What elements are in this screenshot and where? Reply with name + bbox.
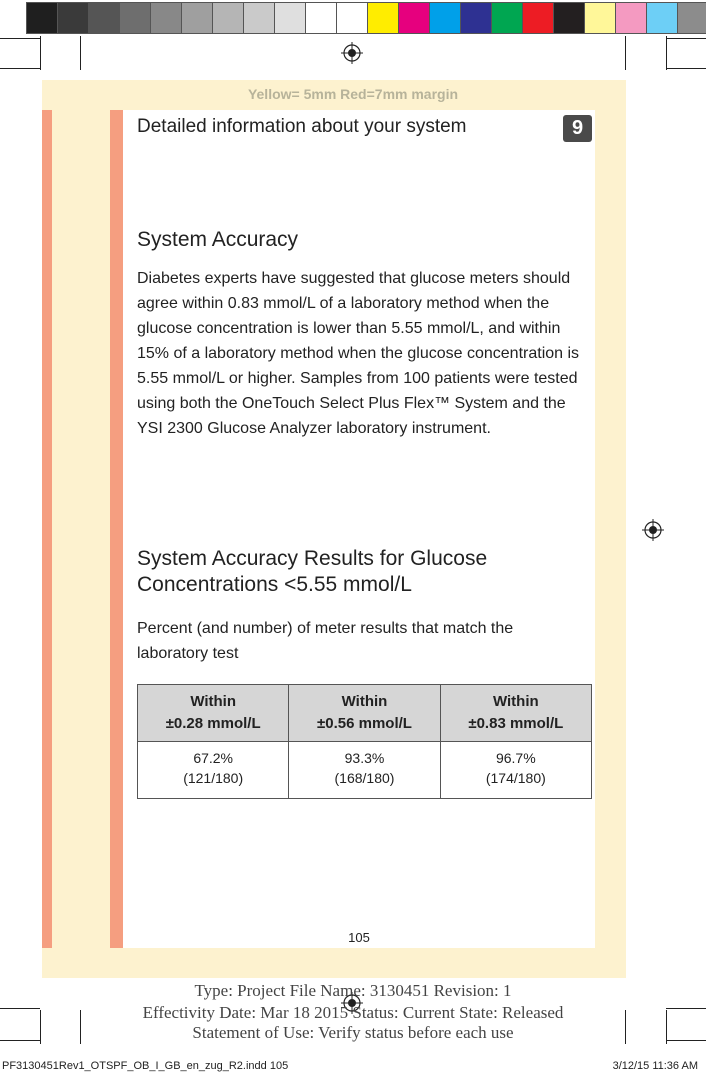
- color-swatch: [88, 2, 120, 34]
- chapter-badge: 9: [563, 115, 592, 142]
- color-swatch: [181, 2, 213, 34]
- color-swatch: [212, 2, 244, 34]
- table-cell: 96.7% (174/180): [440, 742, 591, 799]
- table-header-row: [138, 685, 592, 742]
- crop-mark: [666, 38, 706, 39]
- color-swatch: [522, 2, 554, 34]
- section-title-accuracy-results: System Accuracy Results for Glucose Concentrations <5.55 mmol/L: [137, 547, 488, 596]
- color-swatch: [150, 2, 182, 34]
- color-swatch: [243, 2, 275, 34]
- color-calibration-bar: [26, 2, 706, 34]
- color-swatch: [491, 2, 523, 34]
- slug-line-2: Effectivity Date: Mar 18 2015 Status: Current State: Released: [142, 1003, 564, 1022]
- color-swatch: [336, 2, 368, 34]
- color-swatch: [274, 2, 306, 34]
- table-caption: Percent (and number) of meter results that match the laboratory test: [137, 620, 514, 662]
- footer-datetime: 3/12/15 11:36 AM: [612, 1060, 698, 1072]
- table-header-cell: Within ±0.28 mmol/L: [138, 685, 289, 742]
- registration-mark-icon: [341, 42, 363, 64]
- accuracy-results-table: [137, 684, 592, 799]
- page-header-title: Detailed information about your system: [137, 116, 467, 137]
- crop-mark: [0, 38, 40, 39]
- section-paragraph: Diabetes experts have suggested that glucose meters should agree within 0.83 mmol/L of a laboratory method when the glucose concentration is lower than 5.55 mmol/L, and within 15% of a laboratory method when the glucose concentration is 5.55 mmol/L or higher. Samples from 100 patients were tested using both the OneTouch Select Plus Flex™ System and the YSI 2300 Glucose Analyzer laboratory instrument.: [137, 270, 580, 437]
- color-swatch: [398, 2, 430, 34]
- footer-filename: PF3130451Rev1_OTSPF_OB_I_GB_en_zug_R2.indd 105: [2, 1060, 289, 1072]
- color-swatch: [584, 2, 616, 34]
- margin-note: Yellow= 5mm Red=7mm margin: [247, 86, 459, 102]
- color-swatch: [367, 2, 399, 34]
- color-swatch: [119, 2, 151, 34]
- table-cell: 93.3% (168/180): [289, 742, 440, 799]
- registration-mark-icon: [642, 519, 664, 541]
- color-swatch: [26, 2, 58, 34]
- page-number: 105: [348, 930, 370, 945]
- crop-mark: [0, 68, 40, 69]
- color-swatch: [305, 2, 337, 34]
- color-swatch: [677, 2, 706, 34]
- table-header-cell: Within ±0.56 mmol/L: [289, 685, 440, 742]
- color-swatch: [57, 2, 89, 34]
- section-title-system-accuracy: System Accuracy: [137, 228, 299, 251]
- color-swatch: [553, 2, 585, 34]
- slug-line-1: Type: Project File Name: 3130451 Revision: 1: [194, 981, 512, 1000]
- table-cell: 67.2% (121/180): [138, 742, 289, 799]
- color-swatch: [429, 2, 461, 34]
- slug-line-3: Statement of Use: Verify status before each use: [192, 1023, 514, 1042]
- crop-mark: [625, 36, 626, 70]
- color-swatch: [615, 2, 647, 34]
- color-swatch: [646, 2, 678, 34]
- crop-mark: [666, 36, 667, 70]
- crop-mark: [666, 68, 706, 69]
- crop-mark: [40, 36, 41, 70]
- table-header-cell: Within ±0.83 mmol/L: [440, 685, 591, 742]
- crop-mark: [80, 36, 81, 70]
- margin-guide-inner: [110, 110, 123, 948]
- color-swatch: [460, 2, 492, 34]
- margin-guide-left: [42, 110, 52, 948]
- table-row: [138, 742, 592, 799]
